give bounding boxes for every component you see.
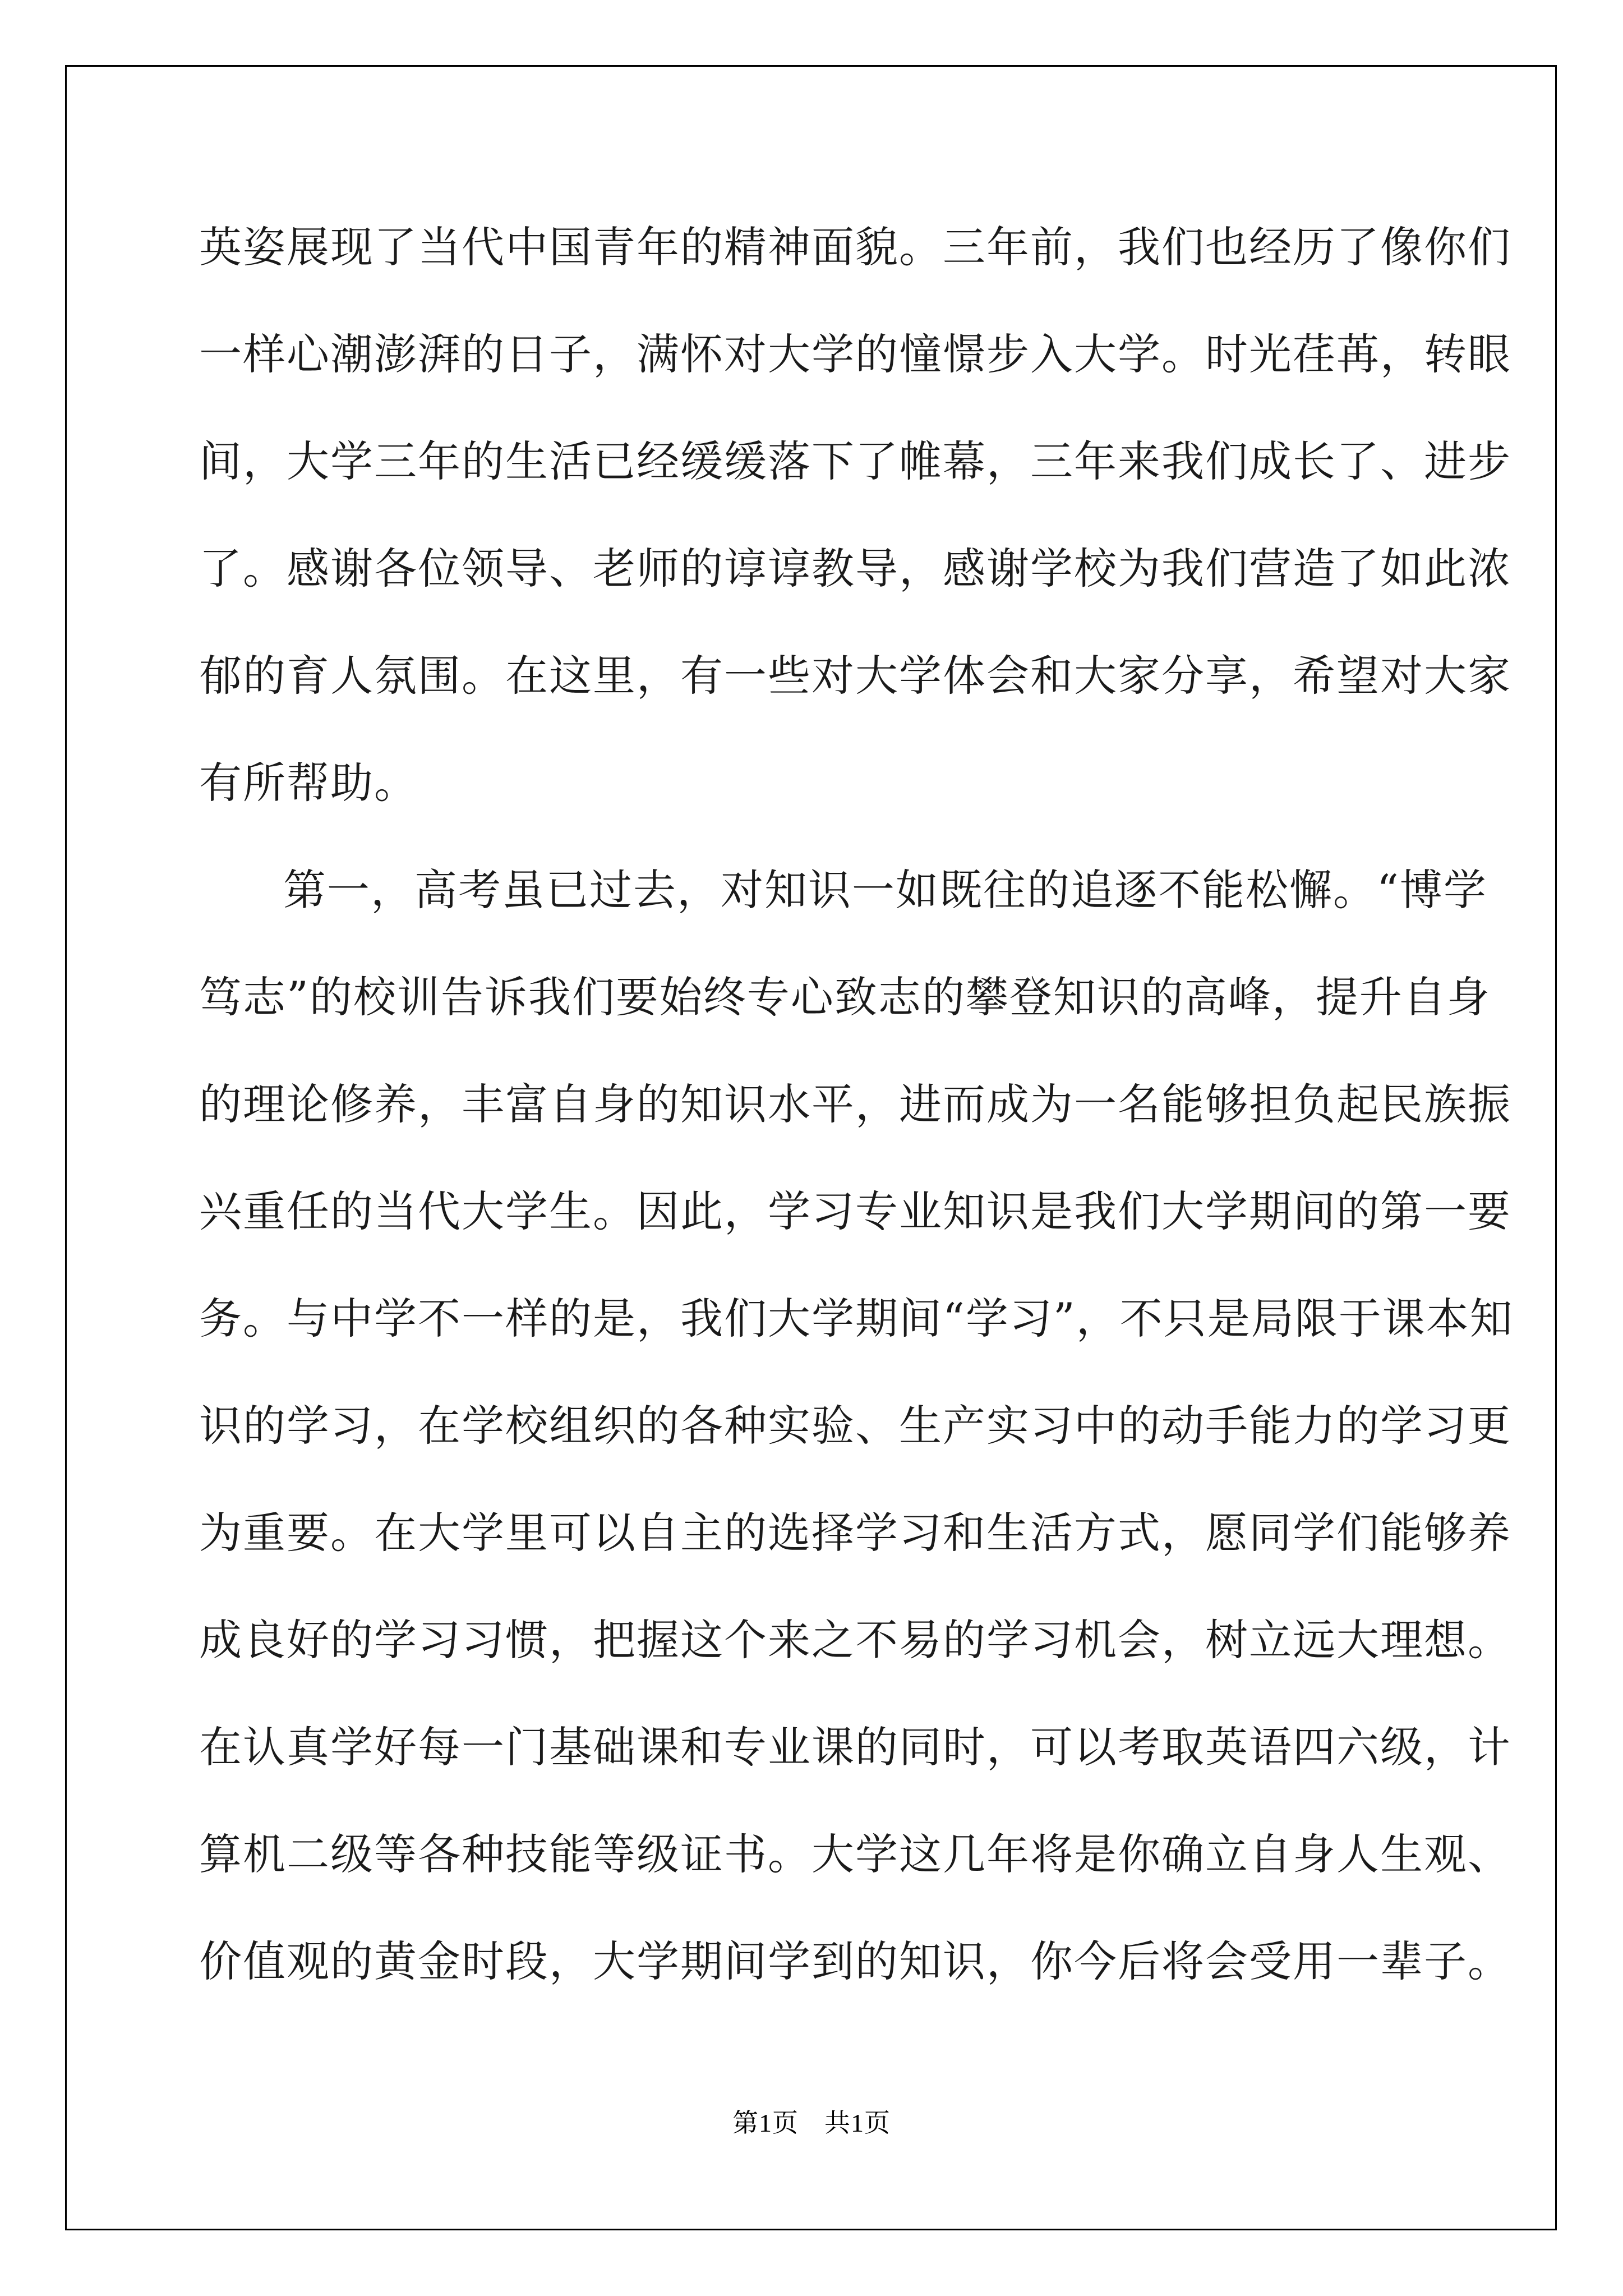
text-line: 的理论修养，丰富自身的知识水平，进而成为一名能够担负起民族振 xyxy=(199,1079,1511,1129)
text-line: 为重要。在大学里可以自主的选择学习和生活方式，愿同学们能够养 xyxy=(199,1508,1511,1558)
text-line: 第一，高考虽已过去，对知识一如既往的追逐不能松懈。“博学 xyxy=(283,865,1487,915)
text-line: 识的学习，在学校组织的各种实验、生产实习中的动手能力的学习更 xyxy=(199,1401,1511,1451)
text-line: 务。与中学不一样的是，我们大学期间“学习”，不只是局限于课本知 xyxy=(199,1294,1514,1343)
text-line: 了。感谢各位领导、老师的谆谆教导，感谢学校为我们营造了如此浓 xyxy=(199,544,1511,593)
text-line: 笃志”的校训告诉我们要始终专心致志的攀登知识的高峰，提升自身 xyxy=(199,972,1491,1022)
text-line: 一样心潮澎湃的日子，满怀对大学的憧憬步入大学。时光荏苒，转眼 xyxy=(199,329,1511,379)
page-number-current: 第1页 xyxy=(732,2109,799,2137)
page-number-total: 共1页 xyxy=(824,2109,891,2137)
page-footer xyxy=(0,2102,1623,2139)
text-line: 算机二级等各种技能等级证书。大学这几年将是你确立自身人生观、 xyxy=(199,1829,1511,1879)
text-line: 郁的育人氛围。在这里，有一些对大学体会和大家分享，希望对大家 xyxy=(199,651,1511,701)
text-line: 英姿展现了当代中国青年的精神面貌。三年前，我们也经历了像你们 xyxy=(199,222,1511,272)
document-body xyxy=(199,194,1514,2015)
text-line: 有所帮助。 xyxy=(199,758,418,808)
text-line: 成良好的学习习惯，把握这个来之不易的学习机会，树立远大理想。 xyxy=(199,1615,1511,1665)
text-line: 价值观的黄金时段，大学期间学到的知识，你今后将会受用一辈子。 xyxy=(199,1936,1511,1986)
text-line: 兴重任的当代大学生。因此，学习专业知识是我们大学期间的第一要 xyxy=(199,1186,1511,1236)
text-line: 在认真学好每一门基础课和专业课的同时，可以考取英语四六级，计 xyxy=(199,1722,1511,1772)
text-line: 间，大学三年的生活已经缓缓落下了帷幕，三年来我们成长了、进步 xyxy=(199,436,1511,486)
